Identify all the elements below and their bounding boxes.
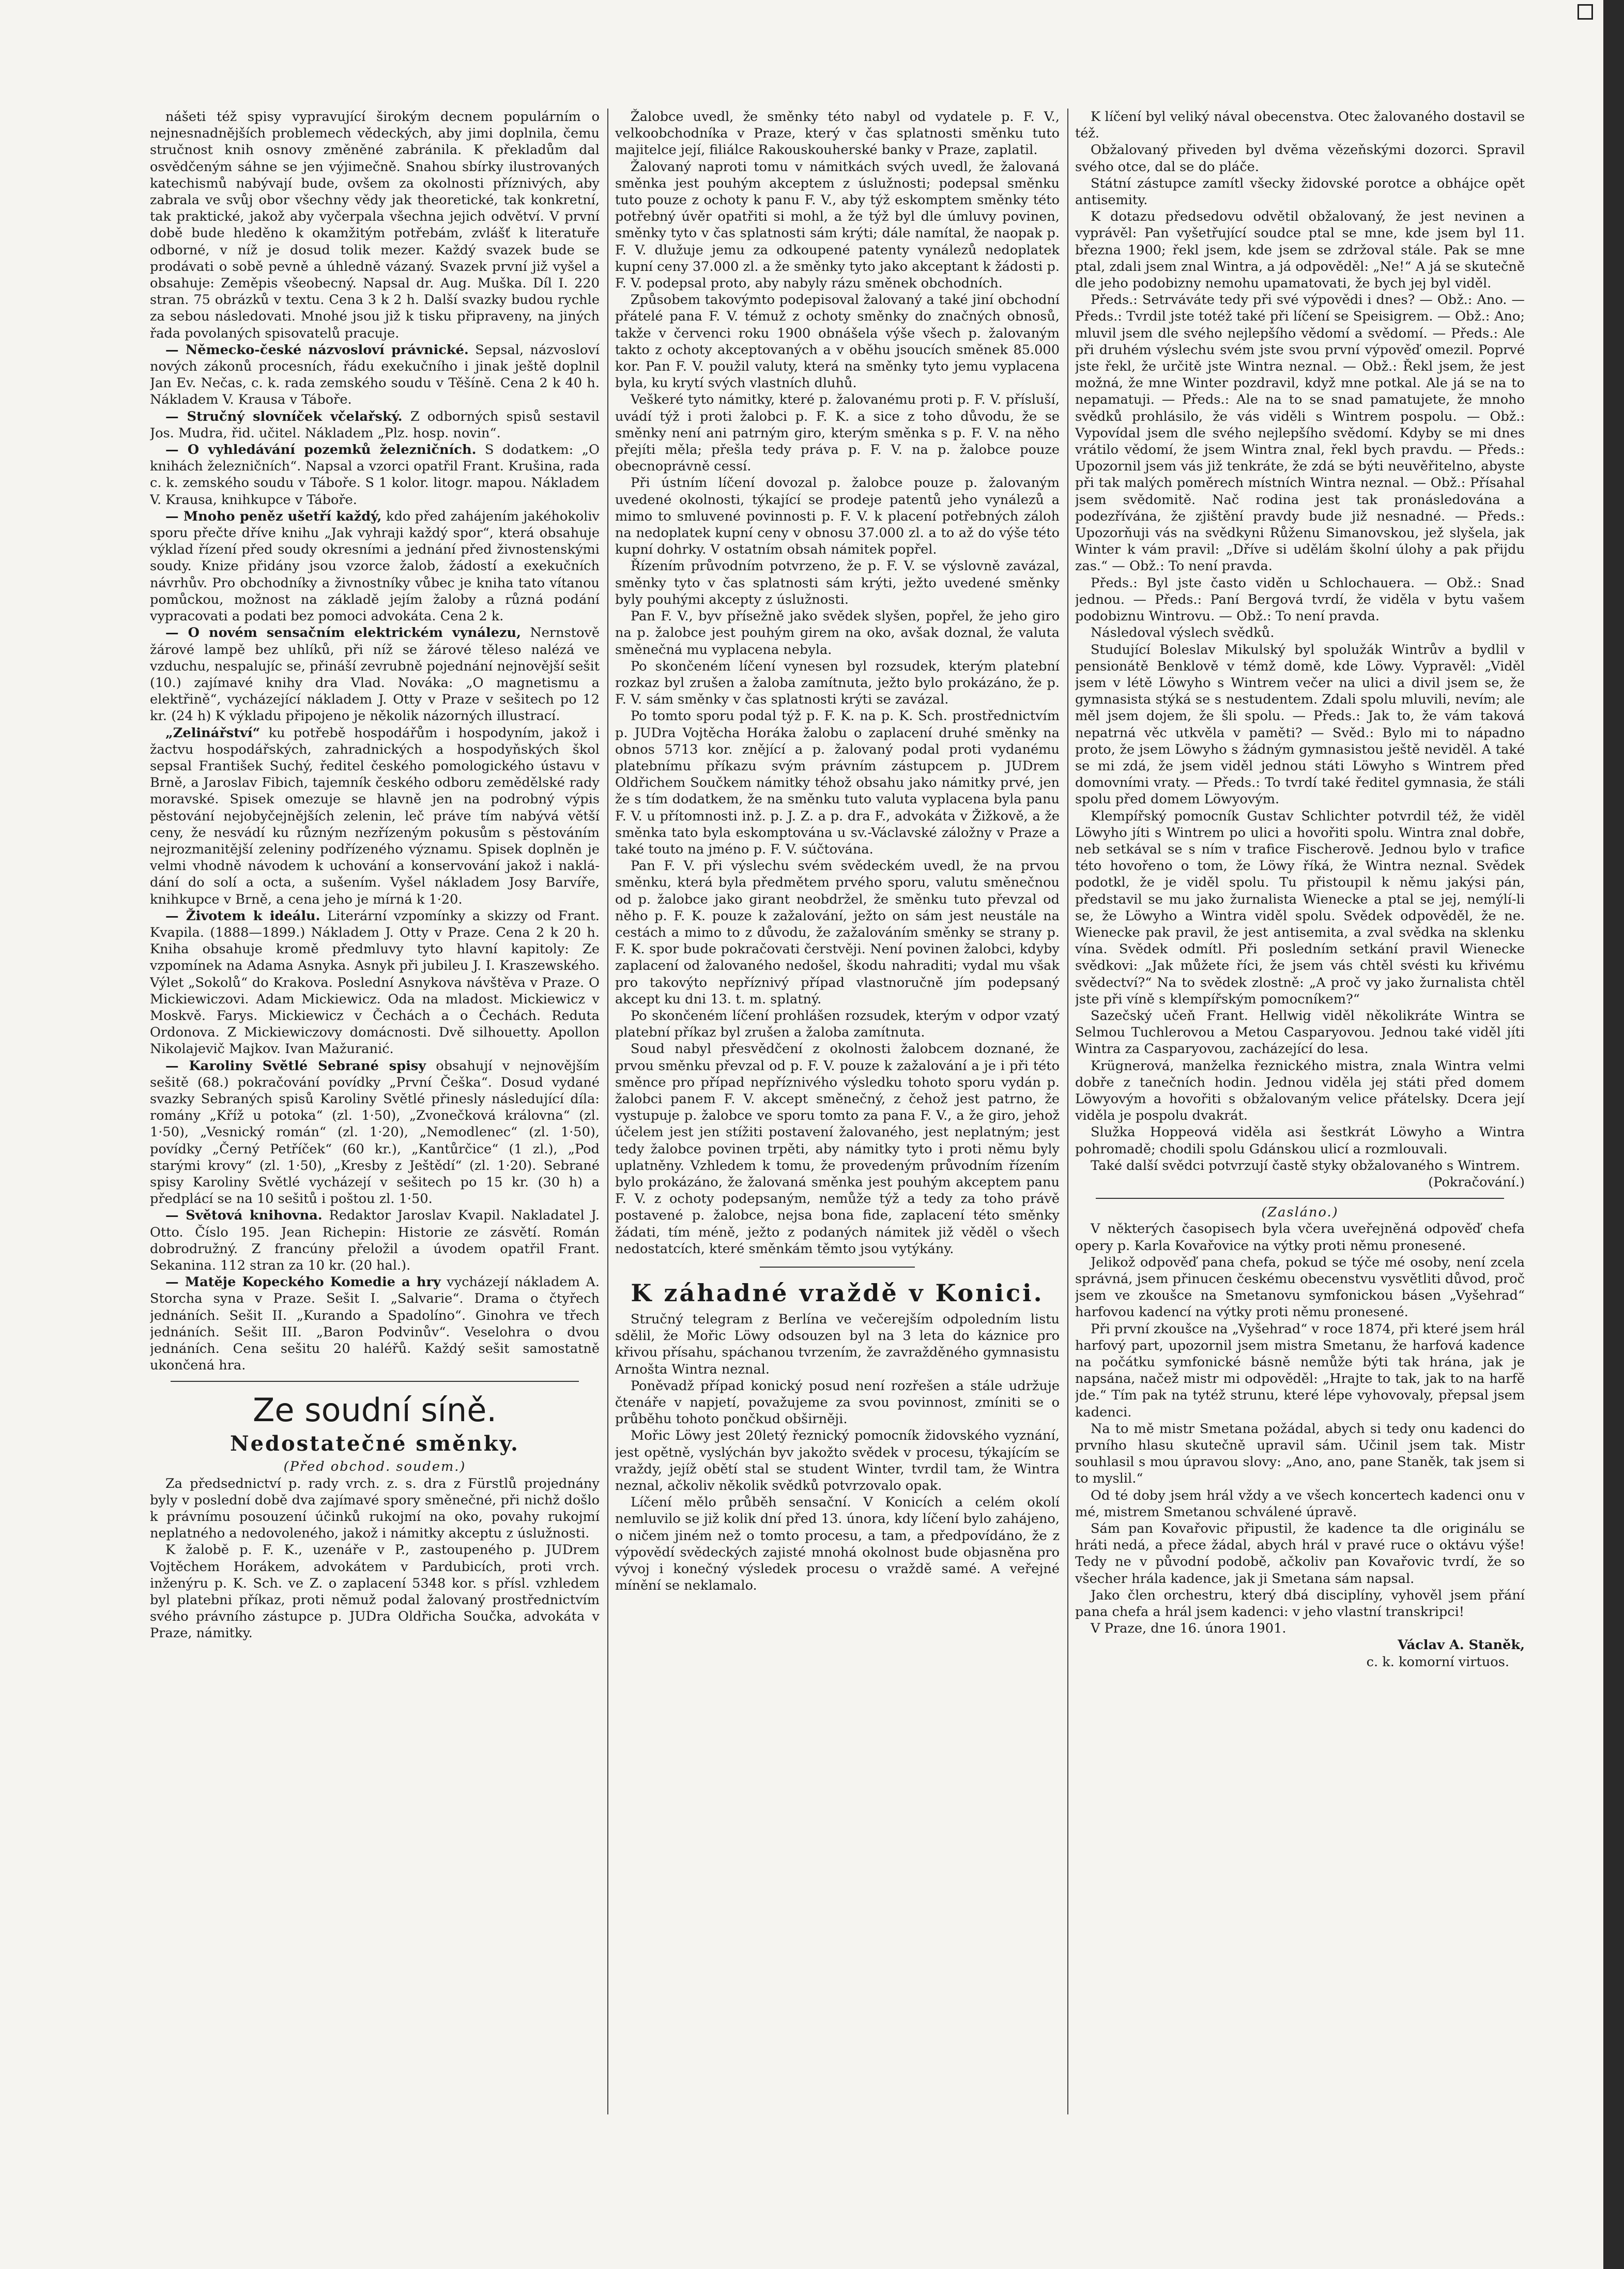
letter-paragraph: Jako člen orchestru, který dbá disciplíny, vyhověl jsem přání pana chefa a hrál jsem kadenci: v jeho vlastní transkripci!: [1075, 1587, 1525, 1620]
article-paragraph: Veškeré tyto námitky, které p. žalovanému proti p. F. V. přísluší, uvádí týž i proti žalobci p. F. K. a sice z toho důvodu, že se směnky není ani patrným giro, kterým směnka s p. F. V. na něho přejíti měla; přešla tedy práva p. F. V. na p. žalobce pouze obecnoprávně cessí.: [615, 392, 1060, 475]
article-paragraph: Následoval výslech svědků.: [1091, 625, 1275, 641]
notice-title: — Stručný slovníček včelařský.: [165, 408, 403, 424]
article-paragraph: Řízením průvodním potvrzeno, že p. F. V. se výslovně zavázal, směnky tyto v čas splatnosti sám krýti, ježto uvedené směnky byly pouhými akcepty z úslužnosti.: [615, 558, 1060, 607]
book-notice: [150, 508, 600, 625]
column-rule: [607, 109, 608, 2114]
corner-mark: [1577, 4, 1593, 20]
article-paragraph: Pan F. V., byv přísežně jako svědek slyšen, popřel, že jeho giro na p. žalobce jest pouhým girem na oko, avšak doznal, že valuta směnečná mu vyplacena nebyla.: [615, 608, 1060, 658]
article-paragraph: Líčení mělo průběh sensační. V Konicích a celém okolí nemluvilo se již kolik dní před 13. února, kdy líčení bylo zahájeno, o ničem jiném než o tomto procesu, a tam, a předpovídáno, že z výpovědí svědeckých zajisté mnohá okolnost bude objasněna pro vývoj i konečný výsledek procesu o vraždě samé. A veřejné mínění se neklamalo.: [615, 1495, 1060, 1594]
article-paragraph: Stručný telegram z Berlína ve večerejším odpoledním listu sdělil, že Mořic Löwy odsouzen byl na 3 leta do káznice pro křivou přísahu, spáchanou tvrzením, že zavražděného gymnasistu Arnošta Wintra neznal.: [615, 1312, 1060, 1377]
section-divider: [760, 1267, 915, 1268]
section-divider: [171, 1381, 579, 1382]
article-headline: K záhadné vraždě v Konici.: [631, 1279, 1044, 1307]
section-divider: [1096, 1198, 1504, 1199]
article-title: Nedostatečné směnky.: [230, 1432, 519, 1456]
article-paragraph: Předs.: Setrváváte tedy při své výpovědi i dnes? — Obž.: Ano. — Předs.: Tvrdil jste totéž také při líčení se Speisigrem. — Obž.: Ano; mluvil jsem dle svého nejlepšího vědomí a svědomí. — Předs.: Ale při druhém výslechu svém jste svou první výpověď omezil. Poprvé jste řekl, že určitě jste Wintra neznal. — Obž.: Řekl jsem, že jest možná, že mne Winter pozdravil, když mne potkal. Ale já se na to nepamatuji. — Předs.: Ale na to se snad pamatujete, že mnoho svědků prohlásilo, že vás viděli s Wintrem pospolu. — Obž.: Vypovídal jsem dle svého nejlepšího svědomí. Kdyby se mi dnes vrátilo vědomí, že jsem Wintra znal, řekl bych pravdu. — Předs.: Upozornil jsem vás již tenkráte, že zdá se býti neuvěřitelno, abyste při tak malých poměrech místních Wintra neznal. — Obž.: Přísahal jsem svědomitě. Nač rodina jest tak pronásledována a podezřívána, že zjištění pravdy bude již nesnadné. — Předs.: Upozorňuji vás na svědkyni Růženu Simanovskou, jež slyšela, jak Winter k vám pravil: „Dříve si udělám školní úlohy a pak přijdu zas.“ — Obž.: To není pravda.: [1075, 292, 1525, 574]
notice-title: „Zelinářství“: [165, 725, 261, 741]
notice-text: Z odborných spisů sestavil Jos. Mudra, řid. učitel. Nákladem „Plz. hosp. novin“.: [150, 408, 600, 441]
book-notice: [150, 441, 600, 508]
letter-date: V Praze, dne 16. února 1901.: [1091, 1621, 1286, 1637]
notice-text: kdo před zahájením jakéhokoliv sporu přečte dříve knihu „Jak vyhraji každý spor“, která obsahuje výklad řízení před soudy okresními a jednání před živnostenskými soudy. Knize přidány jsou vzorce žalob, žádostí a exekučních návrhův. Pro obchodníky a živnostníky vůbec je kniha tato vítanou pomůckou, možnost na základě jejím žaloby a různá podání vypracovati a podati bez pomoci advokáta. Cena 2 k.: [150, 508, 600, 625]
section-title: Ze soudní síně.: [252, 1391, 497, 1429]
article-paragraph: Mořic Löwy jest 20letý řeznický pomocník židovského vyznání, jest opětně, vyslýchán byv jakožto svědek v procesu, týkajícím se vraždy, jejíž obětí stal se student Winter, tvrdil tam, že Wintra neznal, ačkoliv několik svědků potvrzovalo opak.: [615, 1428, 1060, 1494]
article-paragraph: Žalobce uvedl, že směnky této nabyl od vydatele p. F. V., velkoobchodníka v Praze, který v čas splatnosti směnku tuto majitelce její, filiálce Rakouskouherské banky v Praze, zaplatil.: [615, 109, 1060, 158]
notice-title: — Životem k ideálu.: [165, 908, 320, 924]
notice-title: — Mnoho peněz ušetří každý,: [165, 508, 382, 524]
article-paragraph: Státní zástupce zamítl všecky židovské porotce a obhájce opět antisemity.: [1075, 175, 1525, 208]
notice-text: obsahují v nejnovějším sešitě (68.) pokračování povídky „První Češka“. Dosud vydané svazky Sebraných spisů Karoliny Světlé přinesly následující díla: romány „Kříž u potoka“ (zl. 1·50), „Zvonečková královna“ (zl. 1·50), „Vesnický román“ (zl. 1·20), „Nemodlenec“ (zl. 1·50), povídky „Černý Petříček“ (60 kr.), „Kantůrčice“ (1 zl.), „Pod starými krovy“ (zl. 1·50), „Kresby z Ještědí“ (zl. 1·20). Sebrané spisy Karoliny Světlé vycházejí v sešitech po 15 kr. (30 h) a předplácí se na 10 sešitů i poštou zl. 1·50.: [150, 1058, 600, 1207]
notice-text: Redaktor Jaroslav Kvapil. Nakladatel J. Otto. Číslo 195. Jean Richepin: Historie ze zásvětí. Román dobrodružný. Z francúny přeložil a úvodem opatřil Frant. Sekanina. 112 stran za 10 kr. (20 hal.).: [150, 1208, 600, 1274]
article-paragraph: K dotazu předsedovu odvětil obžalovaný, že jest nevinen a vyprávěl: Pan vyšetřující soudce ptal se mne, kde jsem byl 11. března 1900; řekl jsem, kde jsem se zdržoval stále. Pak se mne ptal, zdali jsem znal Wintra, a já odpověděl: „Ne!“ A já se skutečně dle jeho podobizny nemohu upamatovati, že bych jej byl viděl.: [1075, 209, 1525, 292]
article-paragraph: Služka Hoppeová viděla asi šestkrát Löwyho a Wintra pohromadě; chodili spolu Gdánskou ulicí a rozmlouvali.: [1075, 1124, 1525, 1157]
article-paragraph: K žalobě p. F. K., uzenáře v P., zastoupeného p. JUDrem Vojtěchem Horákem, advokátem v Pardubicích, proti vrch. inženýru p. K. Sch. ve Z. o zaplacení 5348 kor. s přísl. vzhledem byl platebni příkaz, proti němuž podal žalovaný prostřednictvím svého právního zástupce p. JUDra Oldřicha Součka, advokáta v Praze, námitky.: [150, 1542, 600, 1641]
letter-paragraph: Od té doby jsem hrál vždy a ve všech koncertech kadenci onu v mé, mistrem Smetanou schválené úpravě.: [1075, 1487, 1525, 1520]
article-paragraph: Krügnerová, manželka řeznického mistra, znala Wintra velmi dobře z tanečních hodin. Jednou viděla jej státi před domem Löwyovým a hovořiti s obžalovaným velice přátelsky. Dcera její viděla je pospolu dvakrát.: [1075, 1058, 1525, 1124]
notice-title: — Matěje Kopeckého Komedie a hry: [165, 1274, 441, 1290]
letter-paragraph: Na to mě mistr Smetana požádal, abych si tedy onu kadenci do prvního hlasu skutečně upravil sám. Učinil jsem tak. Mistr souhlasil s mou úpravou slovy: „Ano, ano, pane Staněk, tak jsem si to myslil.“: [1075, 1421, 1525, 1487]
article-paragraph: Při ústním líčení dovozal p. žalobce pouze p. žalovaným uvedené okolnosti, týkající se prodeje patentů jeho vynálezů a mimo to smluvené povinnosti p. F. V. k placení potřebných záloh na nedoplatek kupní ceny v obnosu 37.000 zl. a to až do výše této kupní dohrky. V ostatním obsah námitek popřel.: [615, 475, 1060, 558]
article-paragraph: Studující Boleslav Mikulský byl spolužák Wintrův a bydlil v pensionátě Benklově v témž domě, kde Löwy. Vypravěl: „Viděl jsem v létě Löwyho s Wintrem večer na ulici a divil jsem se, že gymnasista stýká se s nestudentem. Zdali spolu mluvili, nevím; ale měl jsem dojem, že šli spolu. — Předs.: Jak to, že vám taková nepatrná věc utkvěla v paměti? — Svěd.: Bylo mi to nápadno proto, že jsem Löwyho s žádným gymnasistou ještě neviděl. A také se mi zdá, že jsem viděl jednou státi Löwyho s Wintrem před domovními vraty. — Předs.: To tvrdí také ředitel gymnasia, že stáli spolu před domem Löwyovým.: [1075, 642, 1525, 808]
notice-title: — O vyhledávání pozemků železničních.: [165, 442, 477, 458]
article-paragraph: Po tomto sporu podal týž p. F. K. na p. K. Sch. prostřednictvím p. JUDra Vojtěcha Horáka žalobu o zaplacení druhé směnky na obnos 5713 kor. znějící a p. žalovaný podal proti vydanému platebnímu příkazu svým právním zástupcem p. JUDrem Oldřichem Součkem námitky téhož obsahu jako námitky prvé, jen že s tím dodatkem, že na směnku tuto valuta vyplacena byla panu F. V. u přítomnosti inž. p. J. Z. a p. dra F., advokáta v Žižkově, a že směnka tato byla eskomptována u sv.-Václavské záložny v Praze a také touto na jméno p. F. V. súčtována.: [615, 708, 1060, 857]
zaslano-heading: (Zasláno.): [1261, 1205, 1339, 1221]
notice-title: — Karoliny Světlé Sebrané spisy: [165, 1058, 426, 1074]
article-paragraph: nášeti též spisy vypravující širokým decnem populárním o nejnesnadnějších problemech vědeckých, aby jimi doplnila, čemu stručnost knih osnovy změněné zabránila. K překladům dal osvědčeným sáhne se jen výjimečně. Snahou sbírky ilustrovaných katechismů nabývají bude, ovšem za okolnosti příznivých, aby zabrala ve svůj obor všechny vědy jak theoretické, tak konkretní, tak praktické, jakož aby vyčerpala všechna jejich odvětví. V první době bude hleděno k okamžitým potřebám, zvlášť k literatuře odborné, v níž je dosud tolik mezer. Každý svazek bude se prodávati o sobě pevně a úhledně vázaný. Svazek první již vyšel a obsahuje: Zeměpis všeobecný. Napsal dr. Aug. Muška. Díl I. 220 stran. 75 obrázků v textu. Cena 3 k 2 h. Další svazky budou rychle za sebou následovati. Mnohé jsou již k tisku připraveny, na jiných řada povolaných spisovatelů pracuje.: [150, 109, 600, 341]
scan-border: [1603, 0, 1624, 2269]
column-rule: [1067, 109, 1068, 2114]
notice-text: ku potřebě hospodářům i hospodyním, jakož i žactvu hospodářských, zahradnických a hospodyňských škol sepsal František Suchý, ředitel českého pomologického ústavu v Brně, a Jaroslav Fibich, tajemník českého odboru zemědělské rady moravské. Spisek omezuje se hlavně jen na podrobný výpis pěstování nejobyčejnějších zelenin, leč práve tím nabývá větší ceny, že nesvádí ku různým nezřízeným pokusům s pěstováním nejrozmanitější zeleniny podřízeného významu. Spisek doplněn je velmi vhodně návodem k uchování a konservování jakož i nakládání do solí a octa, a sušením. Vyšel nákladem Josy Barvíře, knihkupce v Brně, a cena jeho je mírná k 1·20.: [150, 725, 600, 907]
notice-text: S dodatkem: „O knihách železničních“. Napsal a vzorci opatřil Frant. Krušina, rada c. k. zemského soudu v Táboře. S 1 kolor. litogr. mapou. Nákladem V. Krausa, knihkupce v Táboře.: [150, 442, 600, 508]
book-notice: [150, 408, 600, 441]
book-notice: [150, 625, 600, 724]
article-paragraph: Žalovaný naproti tomu v námitkách svých uvedl, že žalovaná směnka jest pouhým akceptem z úslužnosti; podepsal směnku tuto pouze z ochoty k panu F. V., aby týž eskomptem směnky této potřebný úvěr opatřiti si mohl, a že týž byl dle úmluvy povinen, směnky tyto v čas splatnosti sám krýti; dále namítal, že naopak p. F. V. dlužuje jemu za odkoupené patenty vynálezů nedoplatek kupní ceny 37.000 zl. a že směnky tyto jako akceptant k žádosti p. F. V. podepsal proto, aby nabyly rázu směnek obchodních.: [615, 159, 1060, 292]
column-2: [615, 109, 1060, 2114]
letter-paragraph: Sám pan Kovařovic připustil, že kadence ta dle originálu se hráti nedá, a přece žádal, abych hrál v pravé ruce o oktávu výše! Tedy ne v původní podobě, ačkoliv pan Kovařovic tvrdí, že so všecher hrála kadence, jak ji Smetana sám napsal.: [1075, 1521, 1525, 1587]
article-paragraph: Způsobem takovýmto podepisoval žalovaný a také jiní obchodní přátelé pana F. V. témuž z ochoty směnky do značných obnosů, takže v červenci roku 1900 obnášela výše všech p. žalovaným takto z ochoty akceptovaných a v oběhu jsoucích směnek 85.000 kor. Pan F. V. použil valuty, která na směnky tyto jemu vyplacena byla, ku krytí svých vlastních dluhů.: [615, 292, 1060, 391]
column-1: [150, 109, 600, 2114]
notice-text: Nernstově žárové lampě bez uhlíků, při níž se žárové těleso nalézá ve vzduchu, nespalujíc se, přináší zevrubně pojednání nejnovější sešit (10.) zajímavé knihy dra Vlad. Nováka: „O magnetismu a elektřině“, vycházející nákladem J. Otty v Praze v sešitech po 12 kr. (24 h) K výkladu připojeno je několik názorných illustrací.: [150, 625, 600, 724]
article-subtitle: (Před obchod. soudem.): [283, 1459, 466, 1475]
letter-paragraph: Jelikož odpověď pana chefa, pokud se týče mé osoby, není zcela správná, jsem přinucen českému obecenstvu vysvětliti důvod, proč jsem ve zkoušce na Smetanovu symfonickou básen „Vyšehrad“ harfovou kadencí na výtky proti němu pronesené.: [1075, 1254, 1525, 1320]
article-paragraph: Po skončeném líčení vynesen byl rozsudek, kterým platební rozkaz byl zrušen a žaloba zamítnuta, ježto bylo prokázáno, že p. F. V. sám směnky v čas splatnosti krýti se zavázal.: [615, 658, 1060, 708]
signature-name: Václav A. Staněk,: [1398, 1637, 1525, 1653]
article-paragraph: Klempířský pomocník Gustav Schlichter potvrdil též, že viděl Löwyho jíti s Wintrem po ulici a hovořiti spolu. Wintra znal dobře, neb setkával se s ním v trafice Fischerově. Jednou bylo v trafice této hovořeno o tom, že Löwy říká, že Wintra neznal. Svědek podotkl, že je viděl spolu. Tu přistoupil k němu jakýsi pán, představil se mu jako žurnalista Wienecke a ptal se jej, nemýlí-li se, že Löwyho a Wintra viděl spolu. Svědek odpověděl, že ne. Wienecke pak pravil, že jest antisemita, a zval svědka na sklenku vína. Svědek odmítl. Při posledním setkání pravil Wienecke svědkovi: „Jak můžete říci, že jsem vás chtěl svésti ku křivému svědectví?“ Na to svědek zlostně: „A proč vy jako žurnalista chtěl jste při víně s klempířským pomocníkem?“: [1075, 808, 1525, 1007]
book-notice: [150, 908, 600, 1058]
article-paragraph: K líčení byl veliký nával obecenstva. Otec žalovaného dostavil se též.: [1075, 109, 1525, 142]
continuation-note: (Pokračování.): [1428, 1175, 1525, 1190]
notice-text: vycházejí nákladem A. Storcha syna v Praze. Sešit I. „Salvarie“. Drama o čtyřech jednáních. Sešit II. „Kurando a Spadolíno“. Ginohra ve třech jednáních. Sešit III. „Baron Podvinův“. Veselohra o dvou jednáních. Cena sešitu 20 haléřů. Každý sešit samostatně ukončená hra.: [150, 1274, 600, 1374]
article-paragraph: Poněvadž případ konický posud není rozřešen a stále udržuje čtenáře v napjetí, považujeme za svou povinnost, zmíniti se o průběhu tohoto pončkud obširněji.: [615, 1378, 1060, 1427]
article-paragraph: Sazečský učeň Frant. Hellwig viděl několikráte Wintra se Selmou Tuchlerovou a Metou Casparyovou. Jednou také viděl jíti Wintra za Casparyovou, zacházející do lesa.: [1075, 1008, 1525, 1057]
article-paragraph: Pan F. V. při výslechu svém svědeckém uvedl, že na prvou směnku, která byla předmětem prvého sporu, valutu směnečnou od p. žalobce jako girant neobdržel, že směnku tuto převzal od něho p. F. K. pouze k zažalování, ježto on sám jest neustále na cestách a mimo to z důvodu, že zažalováním směnky se strany p. F. K. spor bude pokračovati čerstvěji. Není povinen žalobci, kdyby zaplacení od žalovaného nedošel, škodu nahraditi; vydal mu však pro takovýto nepříznivý případ vlastnoručně jím podepsaný akcept ku dni 13. t. m. splatný.: [615, 858, 1060, 1007]
article-paragraph: Také další svědci potvrzují častě styky obžalovaného s Wintrem.: [1091, 1158, 1520, 1174]
notice-title: — Německo-české názvosloví právnické.: [165, 342, 469, 358]
notice-title: — O novém sensačním elektrickém vynálezu,: [165, 625, 522, 641]
column-3: [1075, 109, 1525, 2114]
letter-paragraph: V některých časopisech byla včera uveřejněná odpověď chefa opery p. Karla Kovařovice na výtky proti němu pronesené.: [1075, 1221, 1525, 1254]
book-notice: [150, 342, 600, 408]
book-notice: [150, 725, 600, 908]
article-paragraph: Obžalovaný přiveden byl dvěma vězeňskými dozorci. Spravil svého otce, dal se do pláče.: [1075, 142, 1525, 175]
article-paragraph: Předs.: Byl jste často viděn u Schlochauera. — Obž.: Snad jednou. — Předs.: Paní Bergová tvrdí, že viděla v bytu vašem podobiznu Wintrovu. — Obž.: To není pravda.: [1075, 575, 1525, 625]
signature-title: c. k. komorní virtuos.: [1366, 1654, 1509, 1670]
notice-text: Sepsal, názvosloví nových zákonů procesních, řádu exekučního i jinak ještě doplnil Jan Ev. Nečas, c. k. rada zemského soudu v Těšíně. Cena 2 k 40 h. Nákladem V. Krausa v Táboře.: [150, 342, 600, 408]
letter-paragraph: Při první zkoušce na „Vyšehrad“ v roce 1874, při které jsem hrál harfový part, upozornil jsem mistra Smetanu, že harfová kadence na počátku symfonické básně nemůže býti tak hrána, jak je napsána, načež mistr mi odpověděl: „Hrajte to tak, jak to na harfě jde.“ Tím pak na tytéž strunu, které lépe vyhovovaly, přepsal jsem kadenci.: [1075, 1321, 1525, 1420]
article-paragraph: Po skončeném líčení prohlášen rozsudek, kterým v odpor vzatý platební příkaz byl zrušen a žaloba zamítnuta.: [615, 1008, 1060, 1041]
article-paragraph: Soud nabyl přesvědčení z okolnosti žalobcem doznané, že prvou směnku převzal od p. F. V. pouze k zažalování a je i při této směnce pro případ nepříznivého výsledku tohoto sporu vydán p. žalobci panem F. V. akcept směnečný, z čehož jest patrno, že vystupuje p. žalobce ve sporu tomto za pana F. V., a že giro, jehož účelem jest jen stížiti postavení žalovaného, jest neplatným; jest tedy žalobce povinen trpěti, aby námitky tyto i proti němu byly uplatněny. Vzhledem k tomu, že provedeným průvodním řízením bylo prokázáno, že žalovaná směnka jest pouhým akceptem panu F. V. z ochoty podepsaným, nemůže týž a tedy za toho právě postavené p. žalobce, nejsa bona fide, zaplacení této směnky žádati, tím méně, ježto z podaných námitek již věděl o všech nedostatcích, které směnkám těmto jsou vytýkány.: [615, 1041, 1060, 1257]
book-notice: [150, 1058, 600, 1208]
book-notice: [150, 1274, 600, 1374]
notice-text: Literární vzpomínky a skizzy od Frant. Kvapila. (1888—1899.) Nákladem J. Otty v Praze. Cena 2 k 20 h. Kniha obsahuje kromě předmluvy tyto hlavní kapitoly: Ze vzpomínek na Adama Asnyka. Asnyk při jubileu J. I. Kraszewského. Výlet „Sokolů“ do Krakova. Poslední Asnykova návštěva v Praze. O Mickiewiczovi. Adam Mickiewicz. Oda na mladost. Mickiewicz v Moskvě. Farys. Mickiewicz v Čechách a o Čechách. Reduta Ordonova. Z Mickiewiczovy domácnosti. Dvě silhouetty. Apollon Nikolajevič Majkov. Ivan Mažuranić.: [150, 908, 600, 1057]
book-notice: [150, 1207, 600, 1274]
article-paragraph: Za předsednictví p. rady vrch. z. s. dra z Fürstlů projednány byly v poslední době dva zajímavé spory směnečné, při nichž došlo k právnímu posouzení účinků rukojmí na oko, povahy rukojmí neplatného a nedovoleného, jakož i námitky akceptu z úslužnosti.: [150, 1475, 600, 1542]
notice-title: — Světová knihovna.: [165, 1208, 323, 1224]
